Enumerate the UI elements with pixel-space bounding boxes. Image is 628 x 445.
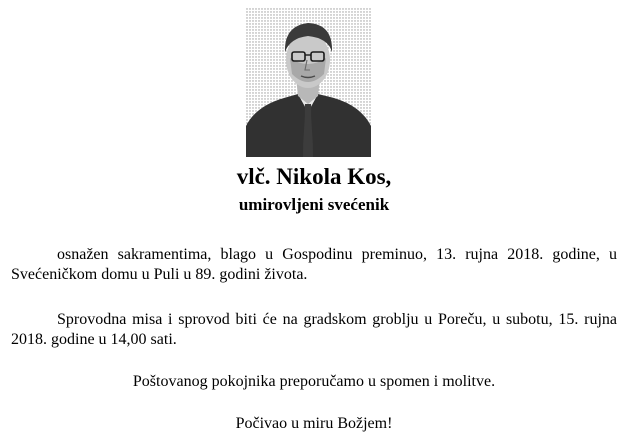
death-announcement-paragraph: osnažen sakramentima, blago u Gospodinu preminuo, 13. rujna 2018. godine, u Svećeničkom domu u Puli u 89. godini života.	[11, 246, 617, 283]
funeral-details-paragraph: Sprovodna misa i sprovod biti će na gradskom groblju u Poreču, u subotu, 15. rujna 2018. godine u 14,00 sati.	[11, 311, 617, 348]
deceased-title: umirovljeni svećenik	[238, 195, 390, 214]
remembrance-line: Poštovanog pokojnika preporučamo u spomen i molitve.	[132, 373, 496, 390]
closing-blessing: Počivao u miru Božjem!	[235, 415, 393, 432]
portrait-photo	[246, 8, 371, 157]
deceased-name: vlč. Nikola Kos,	[236, 164, 392, 189]
